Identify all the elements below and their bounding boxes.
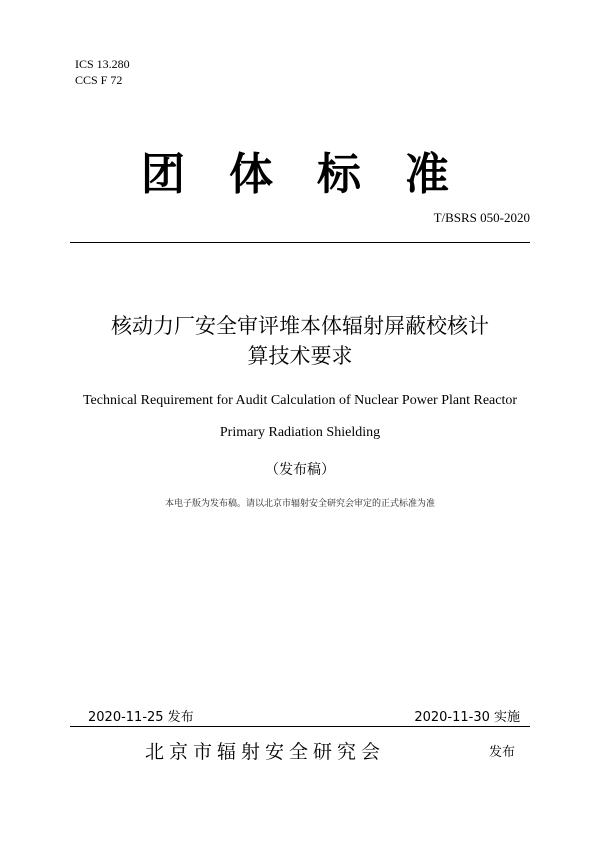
header-divider bbox=[70, 242, 530, 243]
title-english-line-2: Primary Radiation Shielding bbox=[219, 425, 381, 440]
ics-code: ICS 13.280 bbox=[75, 57, 130, 71]
draft-label: （发布稿） bbox=[265, 462, 335, 478]
title-chinese-line-2: 算技术要求 bbox=[247, 344, 353, 368]
title-english-line-1: Technical Requirement for Audit Calculation of Nuclear Power Plant Reactor bbox=[82, 393, 518, 408]
edition-note: 本电子版为发布稿。请以北京市辐射安全研究会审定的正式标准为准 bbox=[164, 499, 435, 509]
implement-date: 2020-11-30 实施 bbox=[414, 710, 520, 725]
standard-type-heading: 团体标准 bbox=[141, 149, 493, 200]
footer-divider bbox=[70, 726, 530, 727]
issuing-organization: 北京市辐射安全研究会 bbox=[145, 741, 386, 763]
publish-date: 2020-11-25 发布 bbox=[88, 710, 194, 725]
ccs-code: CCS F 72 bbox=[75, 73, 123, 87]
standard-number: T/BSRS 050-2020 bbox=[433, 210, 530, 225]
title-chinese-line-1: 核动力厂安全审评堆本体辐射屏蔽校核计 bbox=[111, 314, 489, 338]
publish-suffix: 发布 bbox=[489, 745, 516, 760]
